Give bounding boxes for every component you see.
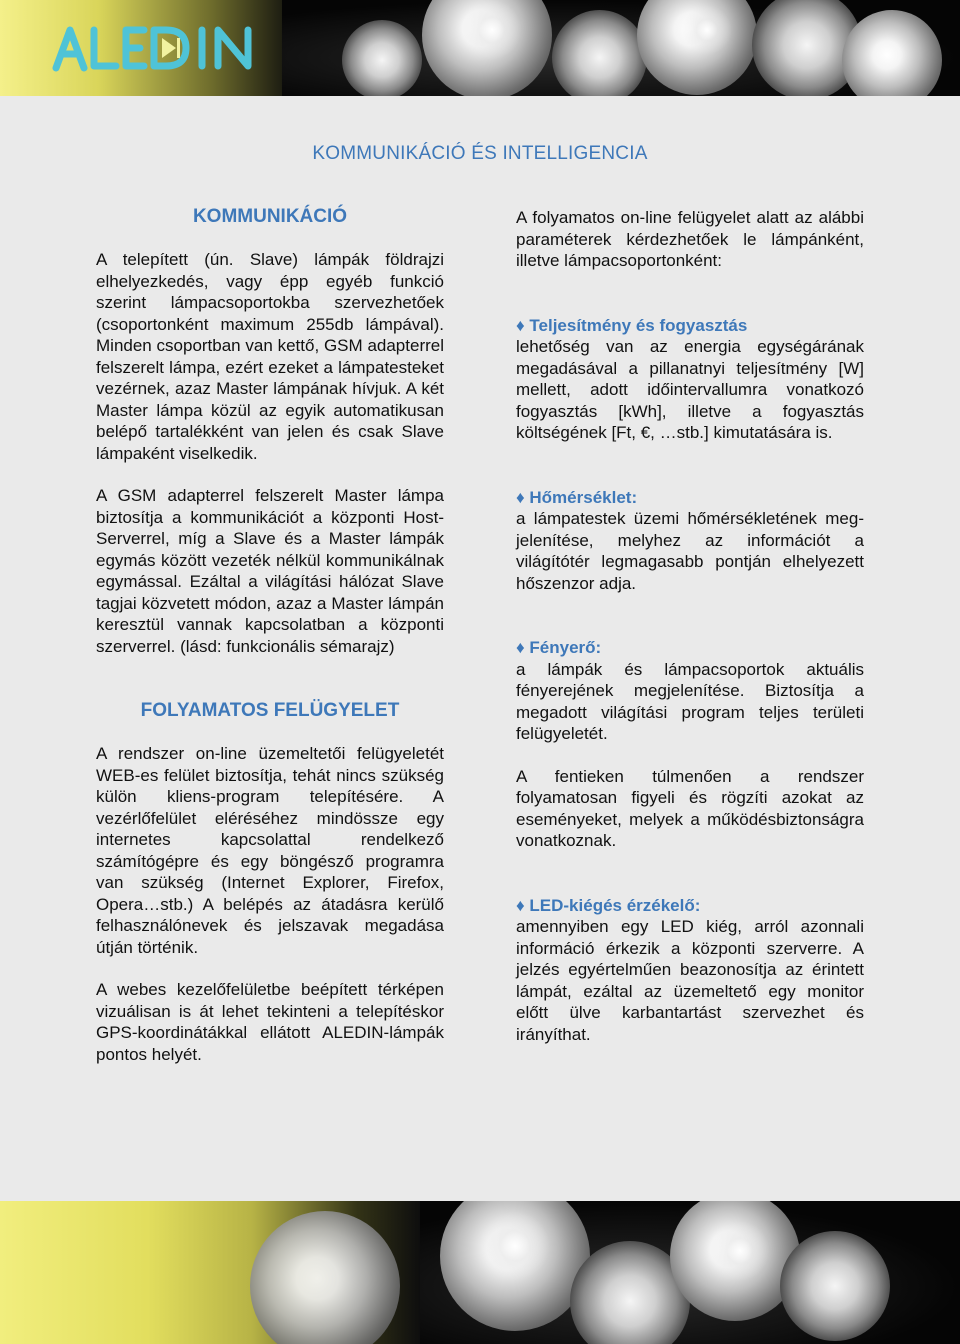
parameter-text: a lámpák és lámpacsoportok aktuális fényerejének megjelenítése. Biztosítja a megadott világítási program teljes területi felügyeletét. bbox=[516, 659, 864, 743]
right-column bbox=[516, 207, 864, 1045]
banner-yellow-gradient bbox=[0, 1201, 420, 1344]
paragraph: A telepített (ún. Slave) lámpák földrajzi elhelyezkedés, vagy épp egyéb funkció szerint lámpacsoportokba szervezhetőek (csoportonként maximum 255db lámpával). Minden csoportban van kettő, GSM adapterrel felszerelt lámpa, ezért ezeket a lámpatesteket vezérnek, azaz Master lámpának hívjuk. A két Master lámpa közül az egyik automatikusan belépő tartalékként van jelen és csak Slave lámpaként viselkedik. bbox=[96, 250, 444, 463]
page-title: KOMMUNIKÁCIÓ ÉS INTELLIGENCIA bbox=[312, 143, 648, 164]
parameter-title: ♦ Fényerő: bbox=[516, 638, 602, 657]
parameter-title: ♦ Teljesítmény és fogyasztás bbox=[516, 315, 748, 335]
section-heading-felugyelet: FOLYAMATOS FELÜGYELET bbox=[140, 700, 400, 721]
footer-banner bbox=[0, 1201, 960, 1344]
left-column bbox=[96, 206, 444, 1065]
paragraph: A webes kezelőfelületbe beépített térképen vizuálisan is át lehet tekinteni a telepítéskor GPS-koordinátákkal ellátott ALEDIN-lámpák pontos helyét. bbox=[96, 980, 444, 1064]
parameter-title: ♦ LED-kiégés érzékelő: bbox=[516, 895, 701, 915]
section-heading-kommunikacio: KOMMUNIKÁCIÓ bbox=[192, 206, 348, 227]
paragraph: A GSM adapterrel felszerelt Master lámpa biztosítja a kommunikációt a központi Host-Serverrel, míg a Slave és a Master lámpák egymás között vezeték nélkül kommunikálnak egymással. Ezáltal a világítási hálózat Slave tagjai közvetett módon, azaz a Master lámpán keresztül vannak kapcsolatban a központi szerverrel. (lásd: funkcionális sémarajz) bbox=[96, 486, 444, 656]
banner-led-photo bbox=[282, 0, 960, 96]
extra-paragraph: A fentieken túlmenően a rendszer folyamatosan figyeli és rögzíti azokat az eseményeket, melyek a működésbiztonságra vonatkoznak. bbox=[516, 766, 864, 850]
parameter-text: lehetőség van az energia egységárának megadásával a pillanatnyi teljesítmény [W] mellett, adott időintervallumra vonatkozó fogyasztás [kWh], illetve a fogyasztás költségének [Ft, €, …stb.] kimutatására is. bbox=[516, 337, 864, 442]
banner-led-photo bbox=[420, 1201, 960, 1344]
aledin-logo bbox=[52, 24, 262, 72]
parameter-text: amennyiben egy LED kiég, arról azonnali információ érkezik a központi szerverre. A jelzés egyértelműen beazonosítja az érintett lámpát, ezáltal az üzemeltető egy monitor előtt ülve karbantartást szervezhet és irányíthat. bbox=[516, 917, 864, 1044]
parameter-text: a lámpatestek üzemi hőmérsékletének meg-jelenítése, melyhez az információt a világítótér legmagasabb pontján elhelyezett hőszenzor adja. bbox=[516, 509, 864, 593]
parameter-title: ♦ Hőmérséklet: bbox=[516, 487, 638, 507]
paragraph: A rendszer on-line üzemeltetői felügyeletét WEB-es felület biztosítja, tehát nincs szükség külön kliens-program telepítésére. A vezérlőfelület eléréséhez mindössze egy internetes kapcsolattal rendelkező számítógépre és egy böngésző programra van szükség (Internet Explorer, Firefox, Opera…stb.) A belépés az átadásra kerülő felhasználónevek és jelszavak megadása útján történik. bbox=[96, 744, 444, 957]
intro-paragraph: A folyamatos on-line felügyelet alatt az alábbi paraméterek kérdezhetőek le lámpánként, illetve lámpacsoportonként: bbox=[516, 208, 864, 270]
header-banner bbox=[0, 0, 960, 96]
